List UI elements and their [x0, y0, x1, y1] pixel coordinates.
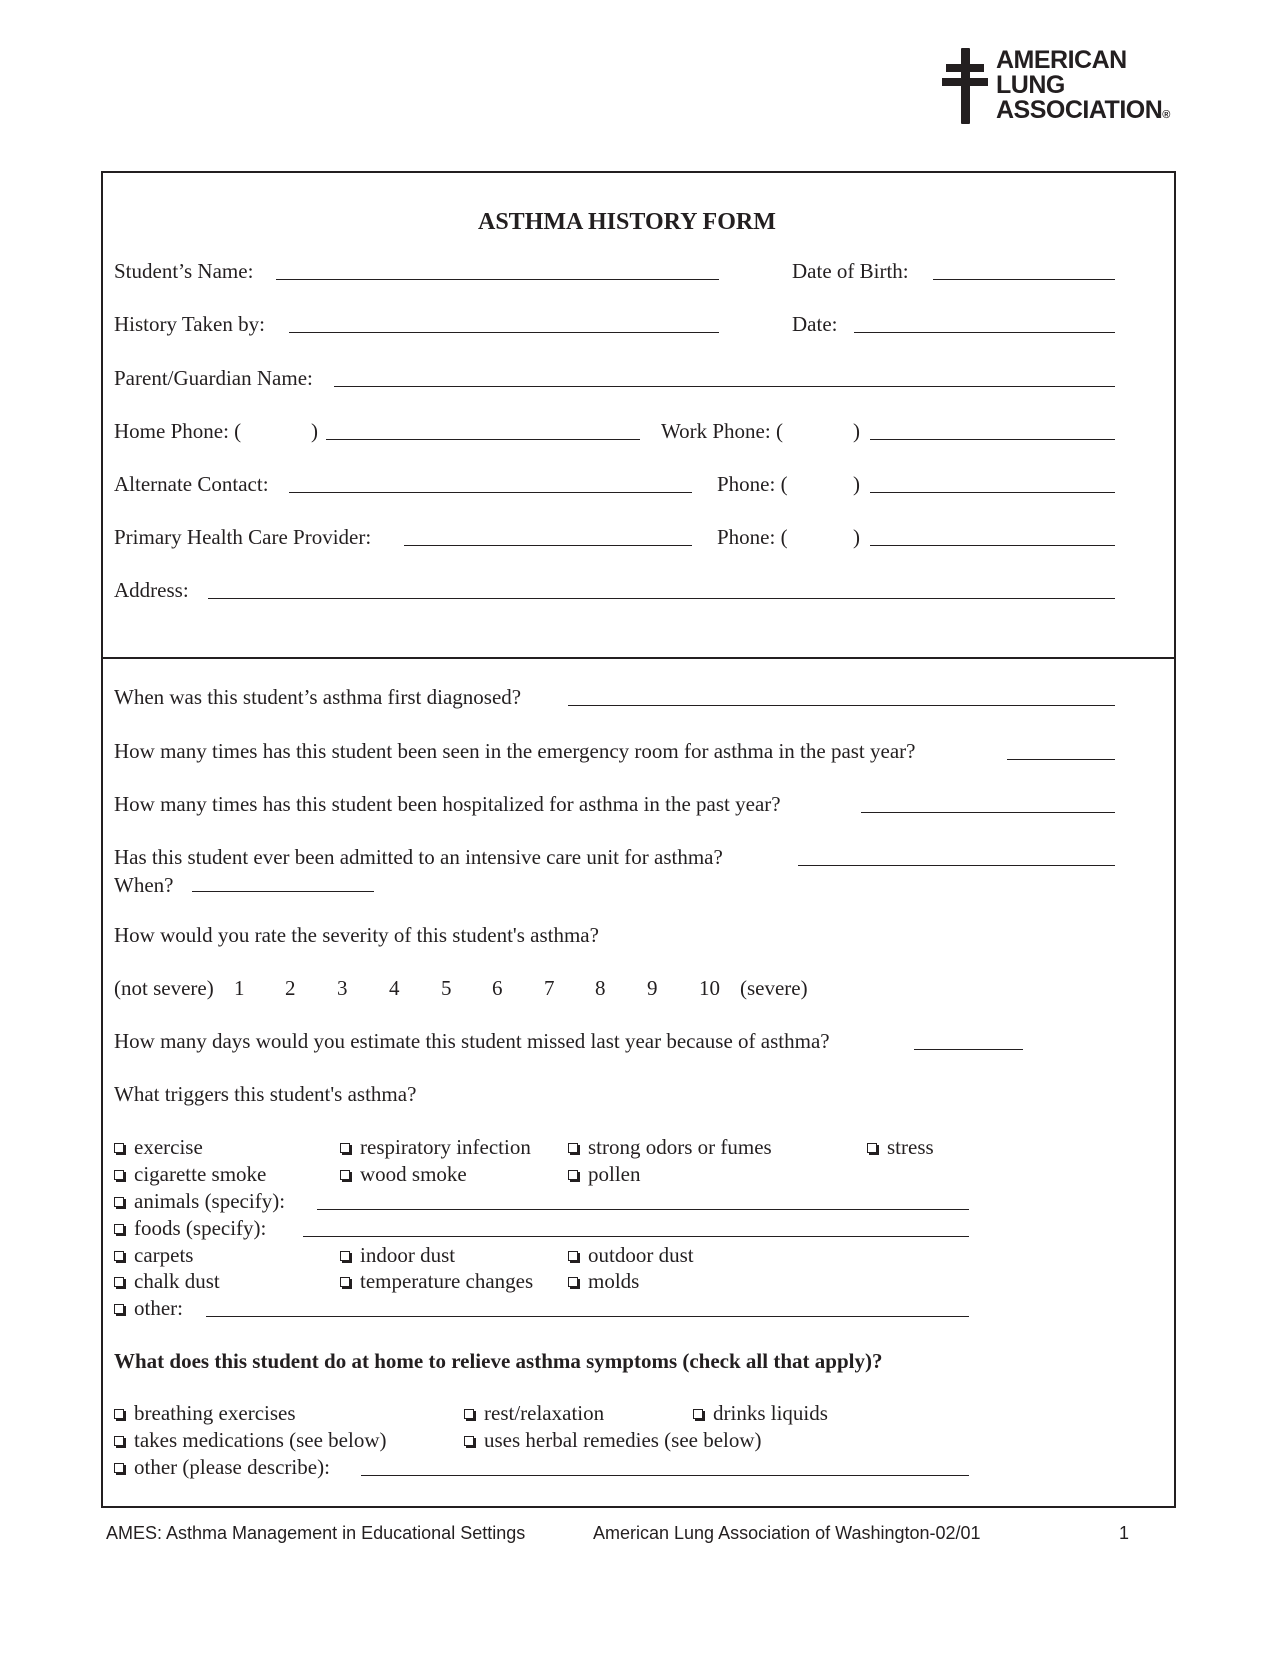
- work-phone-label: Work Phone: (: [661, 419, 783, 443]
- alternate-phone-paren: ): [853, 472, 860, 496]
- checkbox-icon[interactable]: [340, 1277, 350, 1287]
- checkbox-icon[interactable]: [340, 1170, 350, 1180]
- severity-option-8[interactable]: 8: [595, 976, 606, 1000]
- provider-phone-field[interactable]: [870, 545, 1115, 546]
- logo-line-1: AMERICAN: [996, 46, 1127, 74]
- trigger-outdoor-dust[interactable]: outdoor dust: [568, 1243, 694, 1267]
- alternate-contact-label: Alternate Contact:: [114, 472, 269, 496]
- days-missed-label: How many days would you estimate this student missed last year because of asthma?: [114, 1029, 830, 1053]
- checkbox-icon[interactable]: [464, 1436, 474, 1446]
- icu-when-field[interactable]: [192, 891, 374, 892]
- severity-option-7[interactable]: 7: [544, 976, 555, 1000]
- severity-option-4[interactable]: 4: [389, 976, 400, 1000]
- relief-heading: What does this student do at home to relieve asthma symptoms (check all that apply)?: [114, 1349, 883, 1373]
- hospitalized-field[interactable]: [861, 812, 1115, 813]
- trigger-chalk-dust[interactable]: chalk dust: [114, 1269, 220, 1293]
- checkbox-icon[interactable]: [568, 1277, 578, 1287]
- severity-high-label: (severe): [740, 976, 808, 1000]
- when-label: When?: [114, 873, 174, 897]
- checkbox-icon[interactable]: [114, 1409, 124, 1419]
- relief-other-field[interactable]: [361, 1475, 969, 1476]
- trigger-temperature-changes[interactable]: temperature changes: [340, 1269, 533, 1293]
- alternate-phone-label: Phone: (: [717, 472, 788, 496]
- checkbox-icon[interactable]: [568, 1251, 578, 1261]
- severity-option-9[interactable]: 9: [647, 976, 658, 1000]
- trigger-other[interactable]: other:: [114, 1296, 183, 1320]
- provider-phone-paren: ): [853, 525, 860, 549]
- checkbox-icon[interactable]: [693, 1409, 703, 1419]
- trigger-exercise[interactable]: exercise: [114, 1135, 203, 1159]
- trigger-molds[interactable]: molds: [568, 1269, 639, 1293]
- date-label: Date:: [792, 312, 838, 336]
- footer-program: AMES: Asthma Management in Educational Settings: [106, 1523, 526, 1543]
- address-field[interactable]: [208, 598, 1115, 599]
- checkbox-icon[interactable]: [867, 1143, 877, 1153]
- first-diagnosed-field[interactable]: [568, 705, 1115, 706]
- checkbox-icon[interactable]: [464, 1409, 474, 1419]
- double-cross-icon: [942, 48, 988, 124]
- checkbox-icon[interactable]: [114, 1463, 124, 1473]
- checkbox-icon[interactable]: [340, 1251, 350, 1261]
- trigger-strong-odors[interactable]: strong odors or fumes: [568, 1135, 772, 1159]
- trigger-respiratory-infection[interactable]: respiratory infection: [340, 1135, 531, 1159]
- work-phone-field[interactable]: [870, 439, 1115, 440]
- checkbox-icon[interactable]: [114, 1143, 124, 1153]
- trigger-foods[interactable]: foods (specify):: [114, 1216, 266, 1240]
- checkbox-icon[interactable]: [114, 1277, 124, 1287]
- foods-field[interactable]: [303, 1236, 969, 1237]
- severity-low-label: (not severe): [114, 976, 214, 1000]
- trigger-pollen[interactable]: pollen: [568, 1162, 641, 1186]
- alternate-contact-field[interactable]: [289, 492, 692, 493]
- student-name-field[interactable]: [276, 279, 719, 280]
- severity-label: How would you rate the severity of this student's asthma?: [114, 923, 599, 947]
- severity-option-3[interactable]: 3: [337, 976, 348, 1000]
- home-phone-field[interactable]: [326, 439, 640, 440]
- other-trigger-field[interactable]: [206, 1316, 969, 1317]
- checkbox-icon[interactable]: [114, 1170, 124, 1180]
- logo-line-2: LUNG: [996, 71, 1065, 99]
- date-of-birth-field[interactable]: [933, 279, 1115, 280]
- icu-field[interactable]: [798, 865, 1115, 866]
- work-phone-paren: ): [853, 419, 860, 443]
- icu-label: Has this student ever been admitted to an intensive care unit for asthma?: [114, 845, 723, 869]
- form-title: ASTHMA HISTORY FORM: [478, 209, 776, 235]
- checkbox-icon[interactable]: [568, 1170, 578, 1180]
- home-phone-paren: ): [311, 419, 318, 443]
- home-phone-label: Home Phone: (: [114, 419, 242, 443]
- checkbox-icon[interactable]: [114, 1436, 124, 1446]
- primary-provider-label: Primary Health Care Provider:: [114, 525, 372, 549]
- history-taken-by-label: History Taken by:: [114, 312, 265, 336]
- primary-provider-field[interactable]: [404, 545, 692, 546]
- relief-rest[interactable]: rest/relaxation: [464, 1401, 604, 1425]
- student-name-label: Student’s Name:: [114, 259, 254, 283]
- date-field[interactable]: [854, 332, 1115, 333]
- relief-herbal-remedies[interactable]: uses herbal remedies (see below): [464, 1428, 762, 1452]
- severity-option-1[interactable]: 1: [234, 976, 245, 1000]
- trigger-wood-smoke[interactable]: wood smoke: [340, 1162, 467, 1186]
- trigger-animals[interactable]: animals (specify):: [114, 1189, 285, 1213]
- hospitalized-label: How many times has this student been hospitalized for asthma in the past year?: [114, 792, 781, 816]
- alternate-phone-field[interactable]: [870, 492, 1115, 493]
- parent-guardian-field[interactable]: [334, 386, 1115, 387]
- footer-organization: American Lung Association of Washington-02/01: [593, 1523, 981, 1543]
- severity-option-6[interactable]: 6: [492, 976, 503, 1000]
- er-visits-label: How many times has this student been seen in the emergency room for asthma in the past year?: [114, 739, 916, 763]
- first-diagnosed-label: When was this student’s asthma first diagnosed?: [114, 685, 522, 709]
- page-number: 1: [1119, 1523, 1130, 1543]
- registered-mark: ®: [1162, 109, 1170, 121]
- relief-breathing-exercises[interactable]: breathing exercises: [114, 1401, 296, 1425]
- checkbox-icon[interactable]: [114, 1224, 124, 1234]
- days-missed-field[interactable]: [914, 1049, 1023, 1050]
- checkbox-icon[interactable]: [114, 1251, 124, 1261]
- checkbox-icon[interactable]: [114, 1304, 124, 1314]
- logo-line-3: ASSOCIATION: [996, 96, 1163, 124]
- checkbox-icon[interactable]: [340, 1143, 350, 1153]
- severity-option-10[interactable]: 10: [699, 976, 720, 1000]
- relief-other[interactable]: other (please describe):: [114, 1455, 330, 1479]
- relief-drinks-liquids[interactable]: drinks liquids: [693, 1401, 828, 1425]
- parent-guardian-label: Parent/Guardian Name:: [114, 366, 313, 390]
- trigger-indoor-dust[interactable]: indoor dust: [340, 1243, 455, 1267]
- relief-takes-medications[interactable]: takes medications (see below): [114, 1428, 387, 1452]
- triggers-label: What triggers this student's asthma?: [114, 1082, 417, 1106]
- address-label: Address:: [114, 578, 189, 602]
- severity-option-2[interactable]: 2: [285, 976, 296, 1000]
- severity-option-5[interactable]: 5: [441, 976, 452, 1000]
- er-visits-field[interactable]: [1007, 759, 1115, 760]
- trigger-carpets[interactable]: carpets: [114, 1243, 193, 1267]
- history-taken-by-field[interactable]: [289, 332, 719, 333]
- trigger-cigarette-smoke[interactable]: cigarette smoke: [114, 1162, 266, 1186]
- trigger-stress[interactable]: stress: [867, 1135, 934, 1159]
- american-lung-association-logo: [942, 44, 1212, 128]
- animals-field[interactable]: [317, 1209, 969, 1210]
- checkbox-icon[interactable]: [568, 1143, 578, 1153]
- date-of-birth-label: Date of Birth:: [792, 259, 909, 283]
- checkbox-icon[interactable]: [114, 1197, 124, 1207]
- provider-phone-label: Phone: (: [717, 525, 788, 549]
- contact-info-section: [101, 171, 1176, 659]
